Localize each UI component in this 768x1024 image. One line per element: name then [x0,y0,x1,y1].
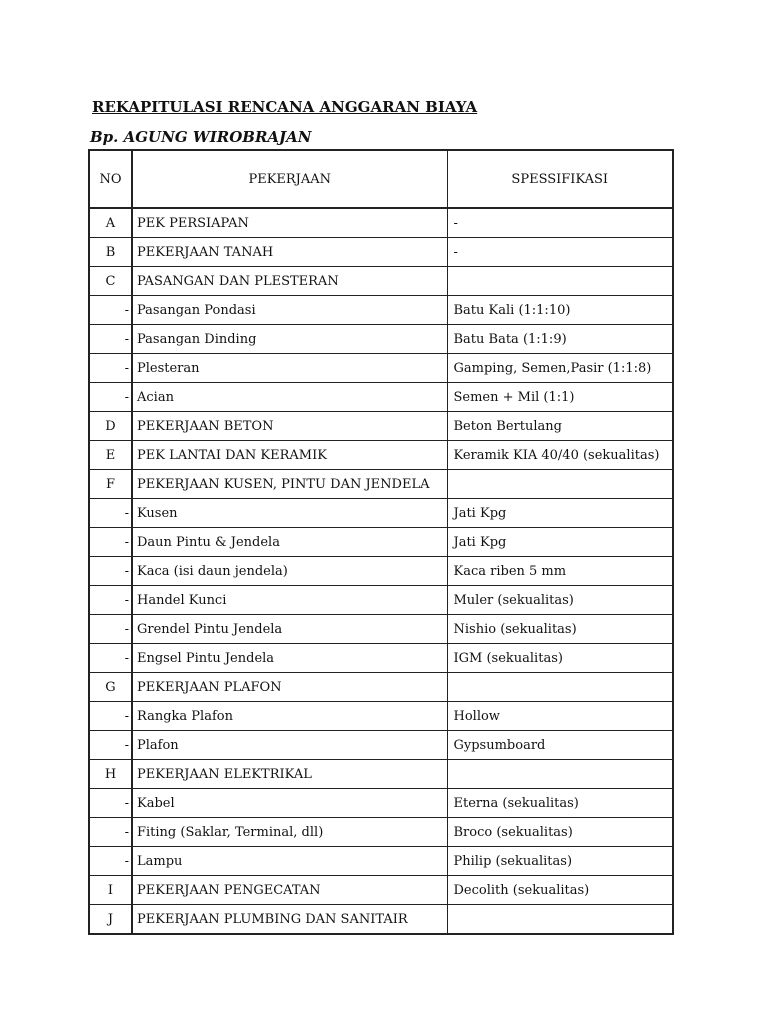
table-row [89,644,673,673]
table-row [89,528,673,557]
row-pekerjaan: Kabel [132,789,447,818]
row-spesifikasi [447,470,673,499]
row-pekerjaan: PEKERJAAN PLUMBING DAN SANITAIR [132,905,447,935]
row-no: B [89,238,132,267]
row-spesifikasi: Eterna (sekualitas) [447,789,673,818]
row-no: I [89,876,132,905]
table-row [89,557,673,586]
table-row [89,760,673,789]
row-spesifikasi: Kaca riben 5 mm [447,557,673,586]
table-row [89,441,673,470]
row-pekerjaan: PEKERJAAN KUSEN, PINTU DAN JENDELA [132,470,447,499]
row-no: - [89,296,132,325]
table-row [89,615,673,644]
row-spesifikasi: Hollow [447,702,673,731]
row-spesifikasi: Gamping, Semen,Pasir (1:1:8) [447,354,673,383]
row-no: D [89,412,132,441]
table-row [89,905,673,935]
row-spesifikasi: Batu Kali (1:1:10) [447,296,673,325]
row-no: - [89,499,132,528]
table-row [89,673,673,702]
row-spesifikasi: Jati Kpg [447,528,673,557]
row-spesifikasi: Muler (sekualitas) [447,586,673,615]
row-pekerjaan: Acian [132,383,447,412]
row-spesifikasi: Decolith (sekualitas) [447,876,673,905]
document-subtitle: Bp. AGUNG WIROBRAJAN [90,128,312,146]
row-pekerjaan: PEK LANTAI DAN KERAMIK [132,441,447,470]
row-no: - [89,383,132,412]
row-pekerjaan: PEKERJAAN PENGECATAN [132,876,447,905]
row-pekerjaan: PEKERJAAN BETON [132,412,447,441]
row-spesifikasi: IGM (sekualitas) [447,644,673,673]
row-spesifikasi: Batu Bata (1:1:9) [447,325,673,354]
table-row [89,586,673,615]
header-spesifikasi: SPESSIFIKASI [447,150,673,208]
table-row [89,499,673,528]
document-title: REKAPITULASI RENCANA ANGGARAN BIAYA [92,98,478,116]
row-spesifikasi: - [447,238,673,267]
row-no: G [89,673,132,702]
row-pekerjaan: Pasangan Pondasi [132,296,447,325]
row-no: C [89,267,132,296]
row-pekerjaan: Rangka Plafon [132,702,447,731]
row-no: - [89,644,132,673]
row-pekerjaan: PASANGAN DAN PLESTERAN [132,267,447,296]
row-spesifikasi: Beton Bertulang [447,412,673,441]
table-row [89,470,673,499]
row-pekerjaan: PEKERJAAN ELEKTRIKAL [132,760,447,789]
row-no: H [89,760,132,789]
header-no: NO [89,150,132,208]
row-pekerjaan: PEK PERSIAPAN [132,208,447,238]
table-row [89,731,673,760]
header-row [89,150,673,208]
row-pekerjaan: PEKERJAAN PLAFON [132,673,447,702]
row-no: F [89,470,132,499]
row-spesifikasi: Gypsumboard [447,731,673,760]
table-row [89,208,673,238]
row-spesifikasi: Philip (sekualitas) [447,847,673,876]
row-no: - [89,615,132,644]
row-no: - [89,731,132,760]
row-pekerjaan: Fiting (Saklar, Terminal, dll) [132,818,447,847]
row-pekerjaan: PEKERJAAN TANAH [132,238,447,267]
row-spesifikasi [447,673,673,702]
row-pekerjaan: Lampu [132,847,447,876]
row-no: - [89,847,132,876]
table-row [89,818,673,847]
row-spesifikasi [447,905,673,935]
row-pekerjaan: Grendel Pintu Jendela [132,615,447,644]
table-row [89,412,673,441]
row-spesifikasi: Nishio (sekualitas) [447,615,673,644]
row-no: - [89,528,132,557]
table-row [89,876,673,905]
table-row [89,702,673,731]
row-no: - [89,702,132,731]
row-spesifikasi: - [447,208,673,238]
row-no: - [89,557,132,586]
row-spesifikasi: Jati Kpg [447,499,673,528]
row-no: J [89,905,132,935]
table-row [89,238,673,267]
row-no: - [89,818,132,847]
table-row [89,325,673,354]
budget-recap-table [88,149,674,935]
table-row [89,789,673,818]
row-pekerjaan: Kusen [132,499,447,528]
table-header [89,150,673,208]
table-row [89,267,673,296]
row-no: - [89,354,132,383]
row-spesifikasi [447,760,673,789]
row-pekerjaan: Plafon [132,731,447,760]
table-row [89,296,673,325]
table-row [89,383,673,412]
table-row [89,847,673,876]
row-spesifikasi: Broco (sekualitas) [447,818,673,847]
row-spesifikasi [447,267,673,296]
row-spesifikasi: Keramik KIA 40/40 (sekualitas) [447,441,673,470]
row-pekerjaan: Engsel Pintu Jendela [132,644,447,673]
row-no: A [89,208,132,238]
row-pekerjaan: Pasangan Dinding [132,325,447,354]
header-pekerjaan: PEKERJAAN [132,150,447,208]
row-no: - [89,789,132,818]
row-pekerjaan: Daun Pintu & Jendela [132,528,447,557]
row-spesifikasi: Semen + Mil (1:1) [447,383,673,412]
row-no: - [89,325,132,354]
row-pekerjaan: Plesteran [132,354,447,383]
row-pekerjaan: Kaca (isi daun jendela) [132,557,447,586]
row-no: E [89,441,132,470]
row-pekerjaan: Handel Kunci [132,586,447,615]
table-body [89,208,673,934]
table-row [89,354,673,383]
row-no: - [89,586,132,615]
